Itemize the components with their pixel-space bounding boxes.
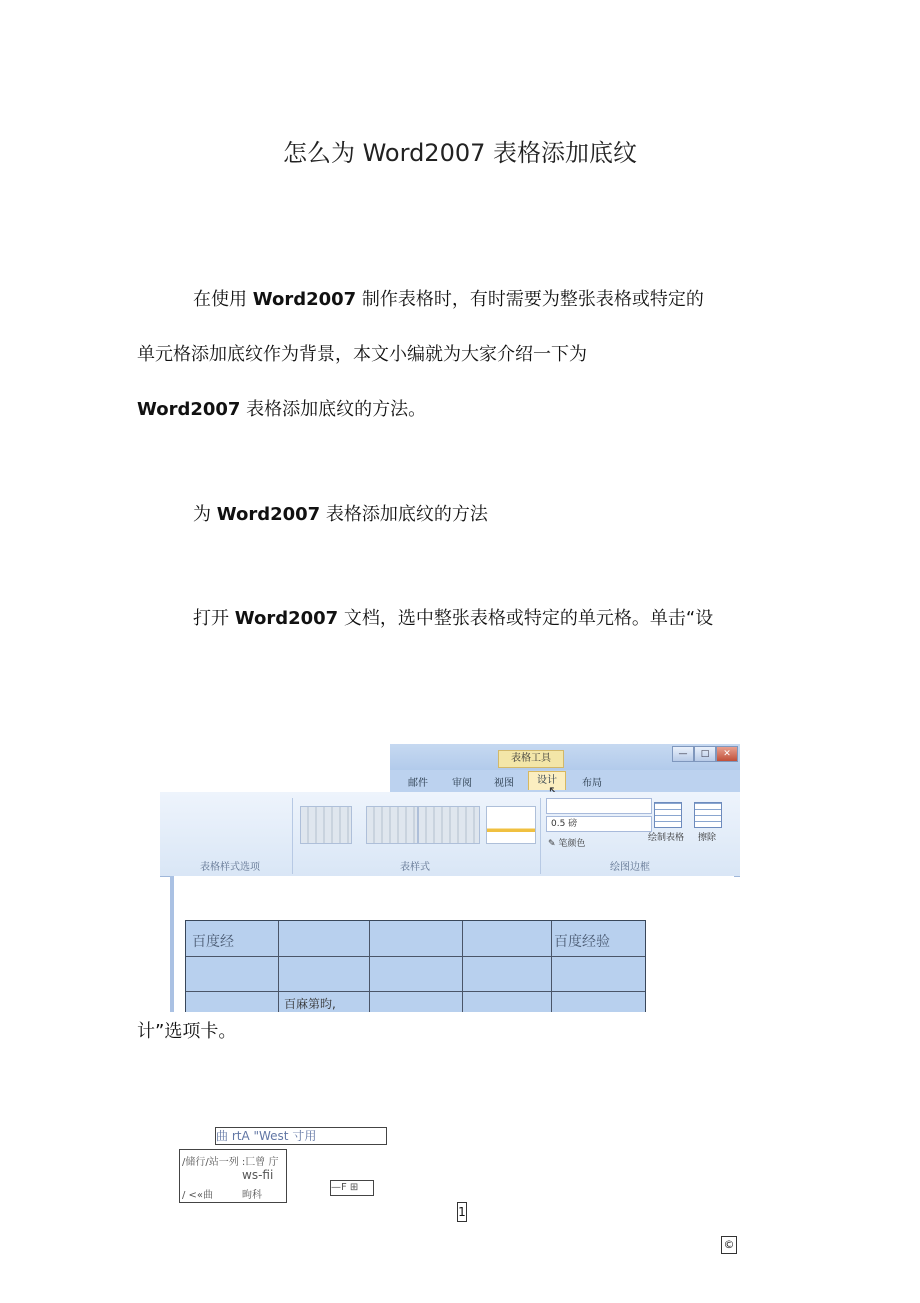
table-cell-text: 百度经 [192,934,234,950]
tab-view[interactable]: 视图 [494,778,514,789]
eraser-icon[interactable] [694,802,722,828]
style-preview[interactable] [300,806,352,844]
text: 表格添加底纹的方法 [320,504,488,525]
text: 文档，选中整张表格或特定的单元格。单击“设 [338,608,714,629]
table-tools-label: 表格工具 [498,750,564,768]
tab-design[interactable]: 设计 [528,771,566,790]
tab-layout[interactable]: 布局 [582,778,602,789]
minimize-icon[interactable]: — [672,746,694,762]
fragment-box: 曲 rtA "West 寸用 [215,1127,387,1145]
intro-line-3 [137,398,426,422]
fragment-text: / <«曲 [182,1190,214,1201]
shaded-table[interactable] [185,920,646,1012]
group-table-style-options: 表格样式选项 [200,862,260,873]
group-draw-borders: 绘图边框 [610,862,650,873]
copyright-icon: © [721,1236,737,1254]
pen-color-button[interactable] [548,836,585,849]
grid-line [278,921,279,1012]
style-preview[interactable] [366,806,418,844]
page-title: 怎么为 Word2007 表格添加底纹 [282,139,638,167]
grid-line [369,921,370,1012]
step-line-1 [193,607,713,631]
ribbon-panel [160,792,740,877]
pen-color-label: 笔颜色 [558,839,586,849]
style-preview[interactable] [418,806,480,844]
close-icon[interactable]: ✕ [716,746,738,762]
table-cell-text: 百度经验 [554,934,610,950]
text-bold: Word2007 [137,399,241,420]
divider [292,798,293,874]
text: 为 [193,504,217,525]
line-weight-dropdown[interactable]: 0.5 磅 [546,816,652,832]
pen-icon: ✎ [548,839,556,849]
fragment-text: /储行/站一列 :匸曾 庁 [182,1157,279,1168]
section-heading [193,503,488,527]
table-cell-text: 百麻第昀, [284,997,336,1011]
fragment-box: —F ⊞ [330,1180,374,1196]
group-table-styles: 表样式 [400,862,430,873]
text-bold: Word2007 [234,608,339,629]
text: 在使用 [193,289,253,310]
ribbon-tabs [390,770,740,792]
maximize-icon[interactable]: □ [694,746,716,762]
tab-review[interactable]: 审阅 [452,778,472,789]
grid-line [186,991,645,992]
style-preview-selected[interactable] [486,806,536,844]
grid-line [186,956,645,957]
draw-table-icon[interactable] [654,802,682,828]
text: 表格添加底纹的方法。 [240,399,427,420]
page-number: 1 [457,1202,467,1222]
fragment-text: ws-fii [242,1168,274,1182]
fragment-panel [179,1149,287,1203]
text-bold: Word2007 [216,504,321,525]
step-line-2: 计”选项卡。 [137,1021,237,1042]
text: 打开 [193,608,235,629]
eraser-label: 擦除 [698,833,717,843]
intro-line-1 [193,288,704,312]
tab-mail[interactable]: 邮件 [408,778,428,789]
divider [540,798,541,874]
line-style-dropdown[interactable] [546,798,652,814]
word-ribbon-screenshot [160,744,740,1012]
text: 制作表格时，有时需要为整张表格或特定的 [356,289,704,310]
intro-line-2: 单元格添加底纹作为背景，本文小编就为大家介绍一下为 [137,344,587,365]
grid-line [462,921,463,1012]
draw-table-label: 绘制表格 [648,833,685,843]
fragment-text: 昫科 [242,1190,262,1201]
text-bold: Word2007 [252,289,357,310]
grid-line [551,921,552,1012]
